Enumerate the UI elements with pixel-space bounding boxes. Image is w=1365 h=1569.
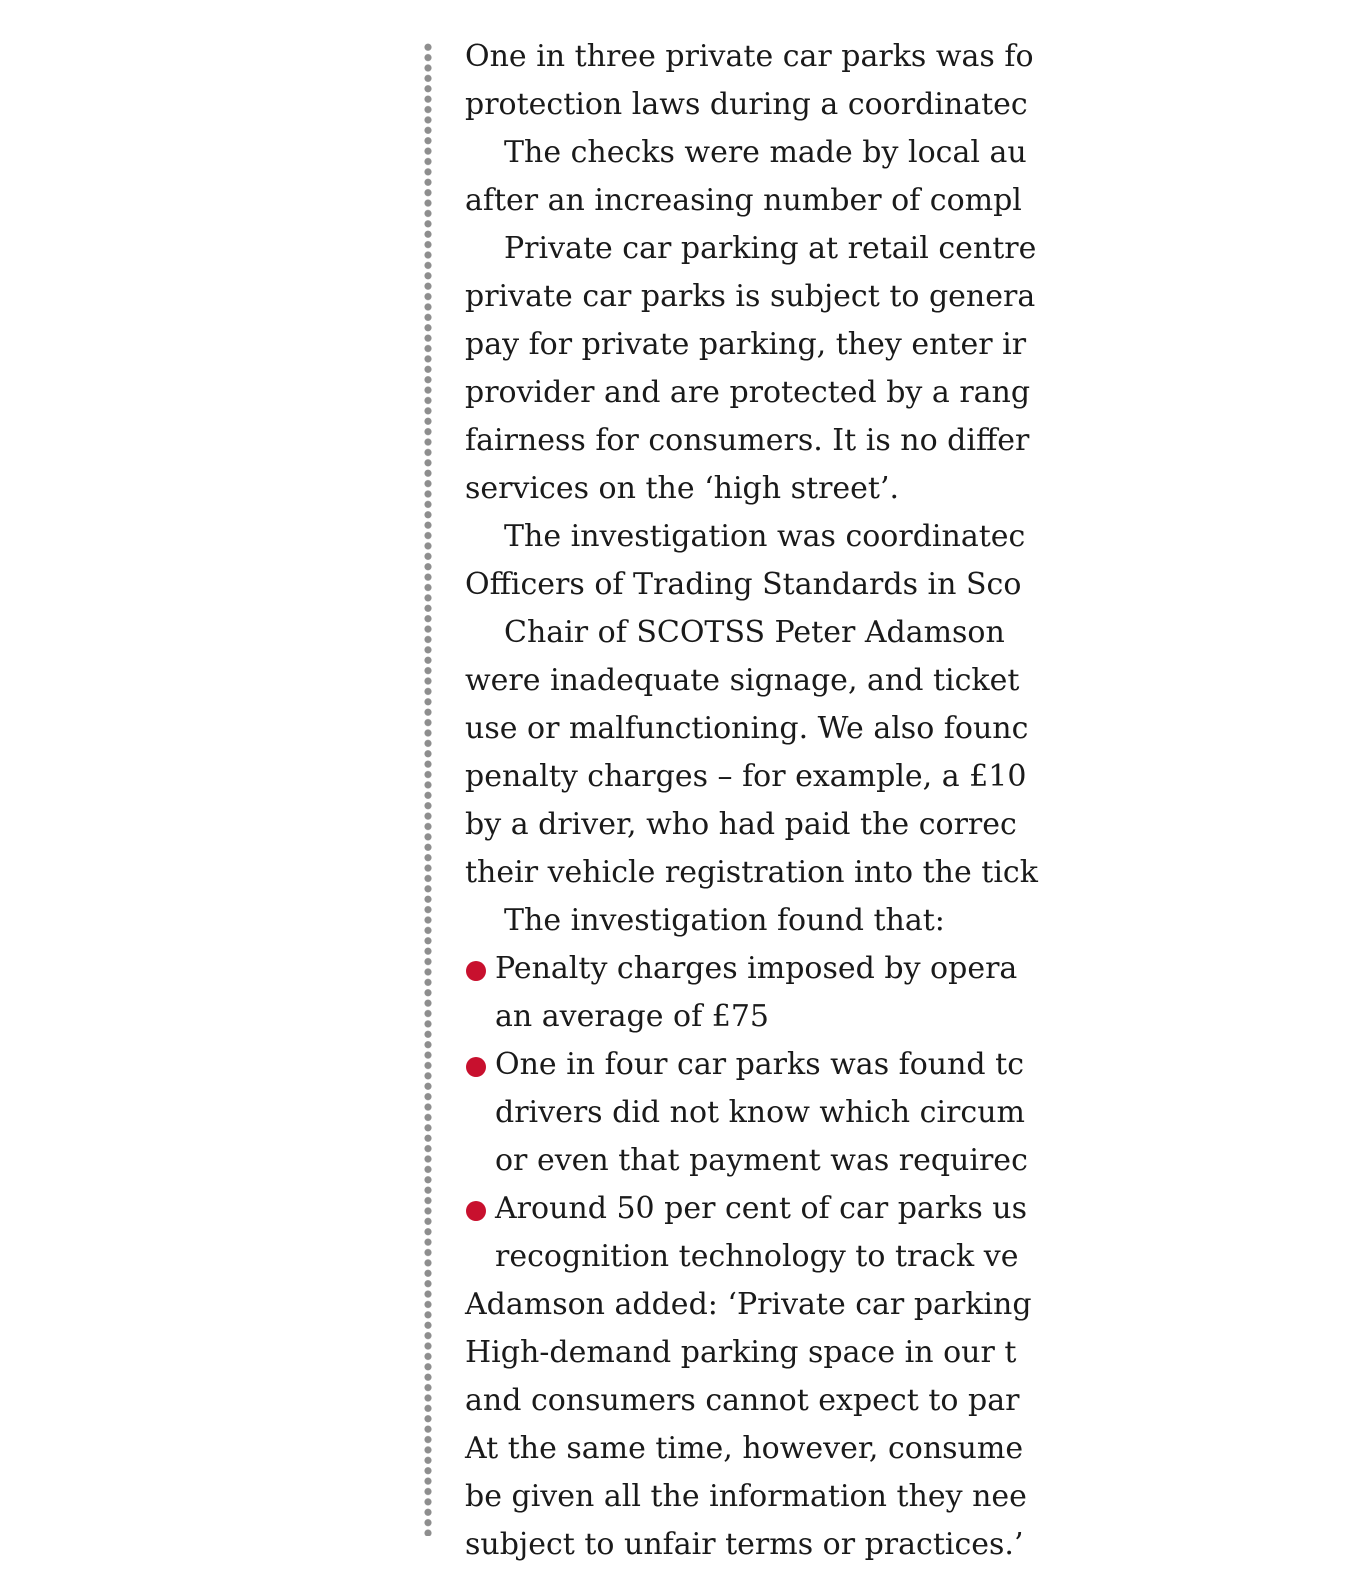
- article-line: The investigation found that:: [504, 903, 945, 938]
- dotted-rule: [422, 42, 434, 1536]
- article-line: One in three private car parks was fo: [465, 39, 1034, 74]
- bullet-continuation: recognition technology to track ve: [495, 1239, 1019, 1274]
- bullet-item: [465, 1041, 1365, 1089]
- article-line: after an increasing number of compl: [465, 183, 1022, 218]
- bullet-text: Around 50 per cent of car parks us: [495, 1191, 1027, 1226]
- article-line: be given all the information they nee: [465, 1479, 1027, 1514]
- article-line: were inadequate signage, and ticket: [465, 663, 1020, 698]
- article-line: services on the ‘high street’.: [465, 471, 900, 506]
- bullet-continuation: or even that payment was requirec: [495, 1143, 1028, 1178]
- bullet-continuation: an average of £75: [495, 999, 770, 1034]
- bullet-text: Penalty charges imposed by opera: [495, 951, 1018, 986]
- article-line: The checks were made by local au: [504, 135, 1027, 170]
- article-line: use or malfunctioning. We also founc: [465, 711, 1029, 746]
- bullet-continuation: drivers did not know which circum: [495, 1095, 1025, 1130]
- article-line: At the same time, however, consume: [465, 1431, 1024, 1466]
- article-line: subject to unfair terms or practices.’: [465, 1527, 1024, 1562]
- article-line: Adamson added: ‘Private car parking: [465, 1287, 1032, 1322]
- article-line: and consumers cannot expect to par: [465, 1383, 1020, 1418]
- article-line: Officers of Trading Standards in Sco: [465, 567, 1022, 602]
- article-line: High-demand parking space in our t: [465, 1335, 1017, 1370]
- bullet-item: [465, 945, 1365, 993]
- article-line: penalty charges – for example, a £10: [465, 759, 1027, 794]
- article-line: The investigation was coordinatec: [504, 519, 1026, 554]
- article-body: [465, 33, 1365, 1569]
- article-line: provider and are protected by a rang: [465, 375, 1031, 410]
- article-line: by a driver, who had paid the correc: [465, 807, 1017, 842]
- article-line: pay for private parking, they enter ir: [465, 327, 1027, 362]
- bullet-icon: [466, 961, 486, 981]
- bullet-item: [465, 1185, 1365, 1233]
- article-line: Chair of SCOTSS Peter Adamson: [504, 615, 1005, 650]
- bullet-icon: [466, 1201, 486, 1221]
- article-line: protection laws during a coordinatec: [465, 87, 1028, 122]
- bullet-icon: [466, 1057, 486, 1077]
- bullet-text: One in four car parks was found tc: [495, 1047, 1025, 1082]
- article-line: fairness for consumers. It is no differ: [465, 423, 1030, 458]
- article-line: their vehicle registration into the tick: [465, 855, 1038, 890]
- article-line: Private car parking at retail centre: [504, 231, 1037, 266]
- article-line: private car parks is subject to genera: [465, 279, 1036, 314]
